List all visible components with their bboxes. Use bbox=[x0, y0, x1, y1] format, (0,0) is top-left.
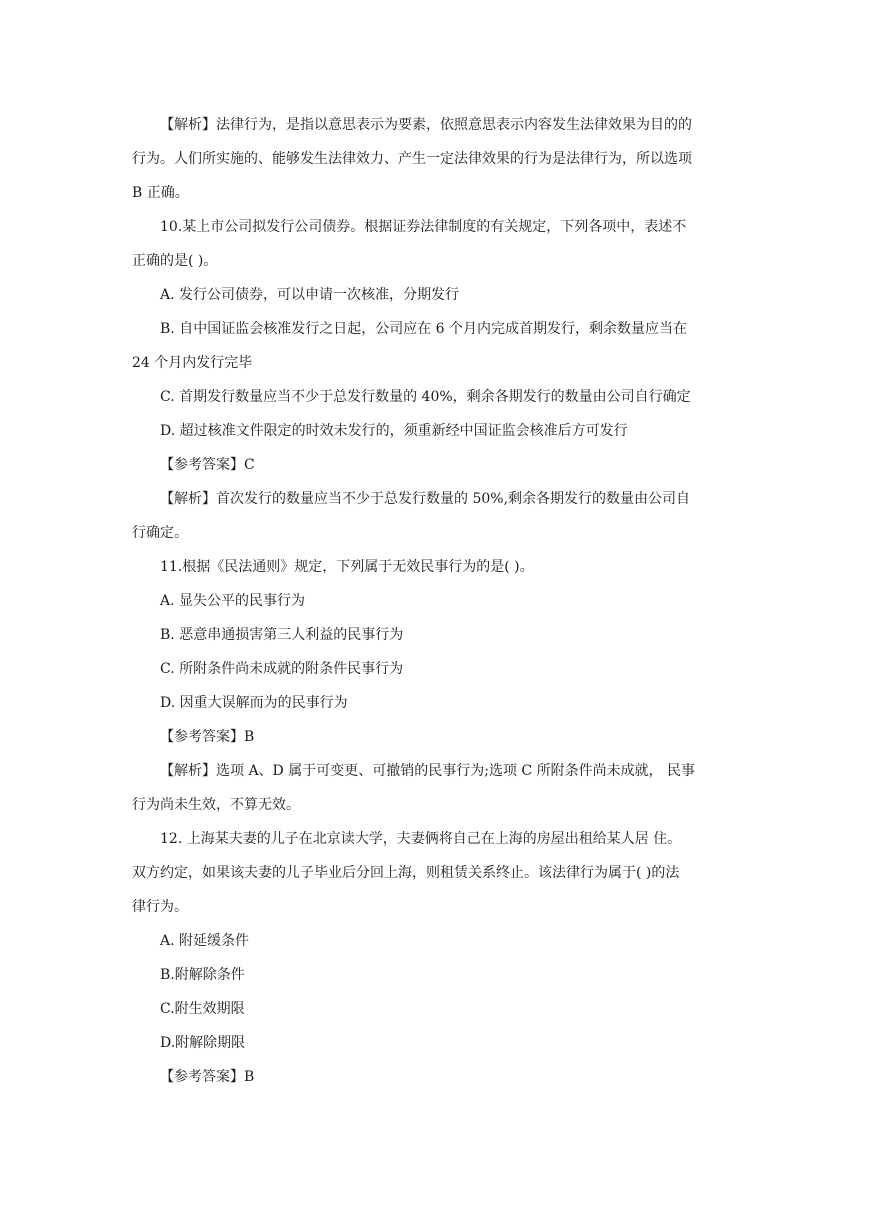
option-c: C. 首期发行数量应当不少于总发行数量的 40%，剩余各期发行的数量由公司自行确定 bbox=[160, 389, 691, 405]
option-b bbox=[132, 312, 738, 380]
document-body bbox=[132, 108, 738, 1094]
option-b: B. 恶意串通损害第三人利益的民事行为 bbox=[160, 627, 404, 643]
option-a: A. 显失公平的民事行为 bbox=[160, 593, 306, 609]
option-d: D. 超过核准文件限定的时效未发行的，须重新经中国证监会核准后方可发行 bbox=[160, 423, 628, 439]
answer-q12: 【参考答案】B bbox=[160, 1069, 255, 1085]
paragraph-line: 【解析】选项 A、D 属于可变更、可撤销的民事行为;选项 C 所附条件尚未成就， 民事 bbox=[160, 763, 696, 779]
question-11: 11.根据《民法通则》规定，下列属于无效民事行为的是( )。 bbox=[160, 559, 534, 575]
paragraph-line: B 正确。 bbox=[132, 185, 189, 201]
question-line: 10.某上市公司拟发行公司债券。根据证券法律制度的有关规定，下列各项中，表述不 bbox=[160, 219, 687, 235]
option-line: B. 自中国证监会核准发行之日起，公司应在 6 个月内完成首期发行，剩余数量应当在 bbox=[160, 321, 687, 337]
option-c: C.附生效期限 bbox=[160, 1001, 245, 1017]
paragraph-line: 行确定。 bbox=[132, 525, 188, 541]
answer-q10: 【参考答案】C bbox=[160, 457, 255, 473]
option-a: A. 附延缓条件 bbox=[160, 933, 250, 949]
paragraph-line: 行为尚未生效，不算无效。 bbox=[132, 797, 300, 813]
option-b: B.附解除条件 bbox=[160, 967, 245, 983]
answer-q11: 【参考答案】B bbox=[160, 729, 255, 745]
explanation-q10 bbox=[132, 482, 738, 550]
question-line: 正确的是( )。 bbox=[132, 253, 218, 269]
explanation-q11 bbox=[132, 754, 738, 822]
paragraph-line: 【解析】法律行为，是指以意思表示为要素，依照意思表示内容发生法律效果为目的的 bbox=[160, 117, 692, 133]
paragraph-line: 【解析】首次发行的数量应当不少于总发行数量的 50%,剩余各期发行的数量由公司自 bbox=[160, 491, 691, 507]
question-line: 双方约定，如果该夫妻的儿子毕业后分回上海，则租赁关系终止。该法律行为属于( )的法 bbox=[132, 865, 680, 881]
question-12 bbox=[132, 822, 738, 924]
option-line: 24 个月内发行完毕 bbox=[132, 355, 253, 371]
question-line: 12. 上海某夫妻的儿子在北京读大学，夫妻俩将自己在上海的房屋出租给某人居 住。 bbox=[160, 831, 682, 847]
option-d: D.附解除期限 bbox=[160, 1035, 246, 1051]
question-10 bbox=[132, 210, 738, 278]
explanation-q9 bbox=[132, 108, 738, 210]
option-d: D. 因重大误解而为的民事行为 bbox=[160, 695, 348, 711]
question-line: 律行为。 bbox=[132, 899, 188, 915]
option-a: A. 发行公司债券，可以申请一次核准，分期发行 bbox=[160, 287, 460, 303]
paragraph-line: 行为。人们所实施的、能够发生法律效力、产生一定法律效果的行为是法律行为，所以选项 bbox=[132, 151, 692, 167]
option-c: C. 所附条件尚未成就的附条件民事行为 bbox=[160, 661, 404, 677]
